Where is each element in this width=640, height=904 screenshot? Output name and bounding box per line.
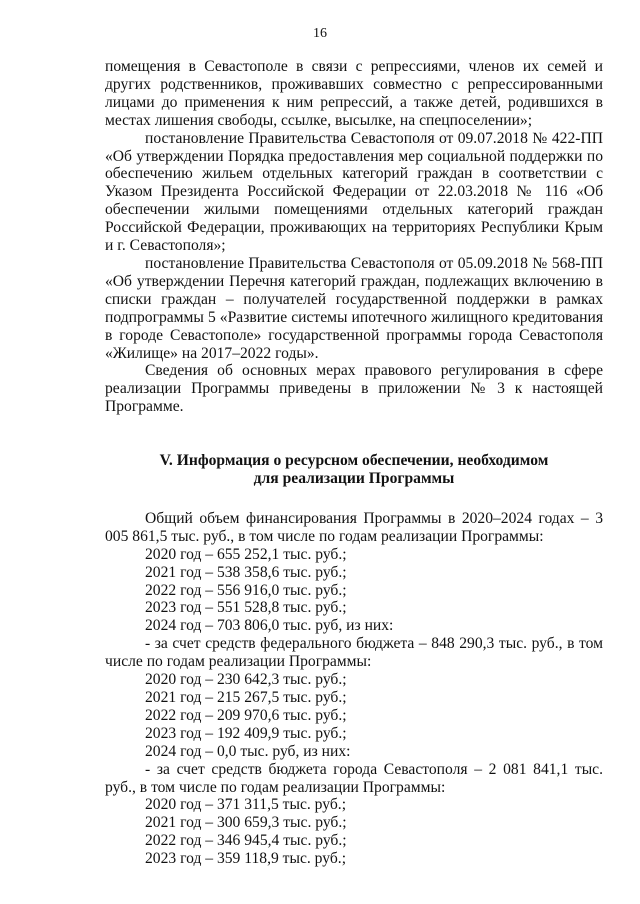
paragraph-city-budget: - за счет средств бюджета города Севастополя – 2 081 841,1 тыс. руб., в том числе по годам реализации Программы:	[105, 760, 603, 796]
amount-line-city-2020: 2020 год – 371 311,5 тыс. руб.;	[145, 796, 347, 814]
document-body	[105, 58, 603, 868]
paragraph-resolution-422: постановление Правительства Севастополя от 09.07.2018 № 422-ПП «Об утверждении Порядка предоставления мер социальной поддержки по обеспечению жильем отдельных категорий граждан в соответствии с Указом Президента Российской Федерации от 22.03.2018 № 116 «Об обеспечении жилыми помещениями отдельных категорий граждан Российской Федерации, проживающих на территориях Республики Крым и г. Севастополя»;	[105, 129, 603, 255]
paragraph-legal-measures: Сведения об основных мерах правового регулирования в сфере реализации Программы приведены в приложении № 3 к настоящей Программе.	[105, 362, 603, 416]
amount-line-federal-2020: 2020 год – 230 642,3 тыс. руб.;	[145, 671, 347, 689]
amount-line-city-2023: 2023 год – 359 118,9 тыс. руб.;	[145, 850, 347, 868]
section-heading-line-2: для реализации Программы	[253, 470, 455, 488]
paragraph-federal-budget: - за счет средств федерального бюджета – 848 290,3 тыс. руб., в том числе по годам реализации Программы:	[105, 635, 603, 671]
page-number: 16	[313, 26, 327, 41]
amount-line-federal-2022: 2022 год – 209 970,6 тыс. руб.;	[145, 706, 347, 724]
amount-line-total-2021: 2021 год – 538 358,6 тыс. руб.;	[145, 563, 347, 581]
amount-line-total-2020: 2020 год – 655 252,1 тыс. руб.;	[145, 545, 347, 563]
paragraph-resolution-568: постановление Правительства Севастополя от 05.09.2018 № 568-ПП «Об утверждении Перечня категорий граждан, подлежащих включению в списки граждан – получателей государственной поддержки в рамках подпрограммы 5 «Развитие системы ипотечного жилищного кредитования в городе Севастополе» государственной программы города Севастополя «Жилище» на 2017–2022 годы».	[105, 254, 603, 362]
amount-line-city-2022: 2022 год – 346 945,4 тыс. руб.;	[145, 832, 347, 850]
section-heading-line-1: V. Информация о ресурсном обеспечении, необходимом	[159, 452, 549, 470]
amount-line-federal-2024: 2024 год – 0,0 тыс. руб, из них:	[145, 742, 351, 760]
amount-line-city-2021: 2021 год – 300 659,3 тыс. руб.;	[145, 814, 347, 832]
amount-line-total-2024: 2024 год – 703 806,0 тыс. руб, из них:	[145, 617, 394, 635]
paragraph-repressed-housing-cont: помещения в Севастополе в связи с репрессиями, членов их семей и других родственников, проживавших совместно с репрессированными лицами до применения к ним репрессий, а также детей, родившихся в местах лишения свободы, ссылке, высылке, на спецпоселении»;	[105, 58, 603, 129]
paragraph-total-financing: Общий объем финансирования Программы в 2020–2024 годах – 3 005 861,5 тыс. руб., в том числе по годам реализации Программы:	[105, 509, 603, 545]
amount-line-total-2022: 2022 год – 556 916,0 тыс. руб.;	[145, 581, 347, 599]
amount-line-total-2023: 2023 год – 551 528,8 тыс. руб.;	[145, 599, 347, 617]
amount-line-federal-2021: 2021 год – 215 267,5 тыс. руб.;	[145, 689, 347, 706]
amount-line-federal-2023: 2023 год – 192 409,9 тыс. руб.;	[145, 724, 347, 742]
